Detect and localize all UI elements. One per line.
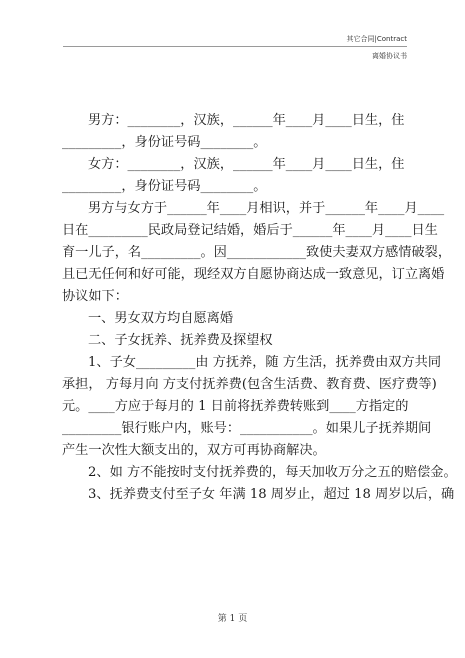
intro-line-5: 协议如下： [62, 289, 128, 304]
male-party-line-2: _________，身份证号码________。 [62, 135, 267, 150]
male-party-line-1: 男方：________，汉族，______年____月____日生，住 [88, 113, 405, 128]
clause-2-1-line-3: 元。____方应于每月的 1 日前将抚养费转账到____方指定的 [62, 399, 409, 414]
page-number: 第 1 页 [217, 614, 248, 624]
female-party-line-1: 女方：________，汉族，______年____月____日生，住 [88, 157, 405, 172]
clause-2-2: 2、如 方不能按时支付抚养费的，每天加收万分之五的赔偿金。 [88, 465, 457, 480]
clause-2-heading: 二、子女抚养、抚养费及探望权 [88, 333, 273, 348]
clause-2-1-line-4: _________银行账户内，账号：___________。如果儿子抚养期间 [62, 421, 432, 436]
header-doc-name: 离婚协议书 [372, 52, 407, 60]
intro-line-2: 日在_________民政局登记结婚，婚后于______年____月____日生 [62, 223, 438, 238]
clause-1-heading: 一、男女双方均自愿离婚 [88, 311, 234, 326]
page-header [347, 34, 407, 61]
female-party-line-2: _________，身份证号码________。 [62, 179, 267, 194]
intro-line-1: 男方与女方于______年____月相识，并于______年____月____ [88, 201, 445, 216]
clause-2-1-line-1: 1、子女_________由 方抚养，随 方生活，抚养费由双方共同 [88, 355, 442, 370]
header-rule [63, 46, 407, 47]
clause-2-3-line-1: 3、抚养费支付至子女 年满 18 周岁止，超过 18 周岁以后，确 [88, 487, 455, 502]
clause-2-1-line-5: 产生一次性大额支出的，双方可再协商解决。 [62, 443, 326, 458]
clause-2-1-line-2: 承担， 方每月向 方支付抚养费(包含生活费、教育费、医疗费等) [62, 377, 437, 392]
document-body [62, 110, 457, 506]
header-category: 其它合同|Contract [346, 35, 407, 43]
intro-line-4: 且已无任何和好可能，现经双方自愿协商达成一致意见，订立离婚 [62, 267, 445, 282]
intro-line-3: 育一儿子，名_________。因____________致使夫妻双方感情破裂， [62, 245, 452, 260]
